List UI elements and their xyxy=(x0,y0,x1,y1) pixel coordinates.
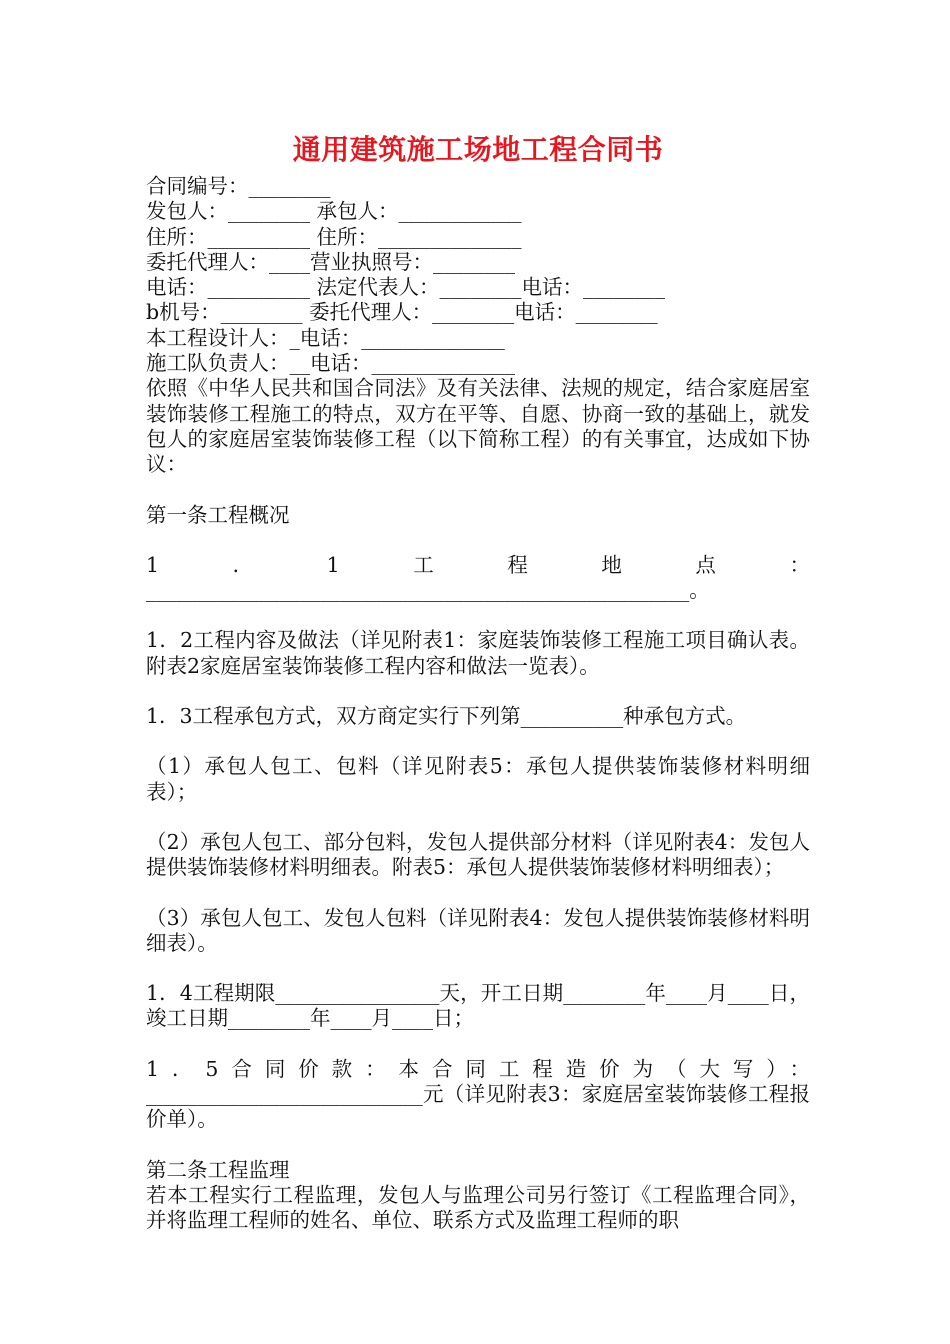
document-title: 通用建筑施工场地工程合同书 xyxy=(292,133,664,166)
header-line-pager-agent: b机号：________ 委托代理人：________电话：________ xyxy=(146,300,658,325)
header-line-designer: 本工程设计人：_电话：______________ xyxy=(146,325,505,350)
intro-paragraph: 依照《中华人民共和国合同法》及有关法律、法规的规定，结合家庭居室装饰装修工程施工的特点，双方在平等、自愿、协商一致的基础上，就发包人的家庭居室装饰装修工程（以下简称工程）的有关事宜，达成如下协议： xyxy=(146,376,810,477)
contract-page xyxy=(146,130,810,1234)
article-2-text: 若本工程实行工程监理，发包人与监理公司另行签订《工程监理合同》，并将监理工程师的姓名、单位、联系方式及监理工程师的职 xyxy=(146,1182,810,1233)
item-option-2: （2）承包人包工、部分包料，发包人提供部分材料（详见附表4：发包人提供装饰装修材料明细表。附表5：承包人提供装饰装修材料明细表）； xyxy=(146,829,810,880)
header-line-contract-no: 合同编号：________ xyxy=(146,174,331,198)
item-option-3: （3）承包人包工、发包人包料（详见附表4：发包人提供装饰装修材料明细表）。 xyxy=(146,905,810,955)
item-1-2: 1．2工程内容及做法（详见附表1：家庭装饰装修工程施工项目确认表。附表2家庭居室装饰装修工程内容和做法一览表）。 xyxy=(146,628,810,678)
header-line-phone-rep: 电话：__________ 法定代表人：________电话：________ xyxy=(146,275,666,300)
item-option-1: （1）承包人包工、包料（详见附表5：承包人提供装饰装修材料明细表）； xyxy=(146,754,810,804)
article-2-heading: 第二条工程监理 xyxy=(146,1157,290,1182)
header-line-agent-license: 委托代理人：____营业执照号：________ xyxy=(146,249,515,274)
item-1-4: 1．4工程期限________________天，开工日期________年____月____日， 竣工日期________年____月____日； xyxy=(146,981,810,1031)
header-line-team-leader: 施工队负责人：__电话：______________ xyxy=(146,351,515,376)
header-line-parties: 发包人：________ 承包人：____________ xyxy=(146,199,522,224)
header-line-address: 住所：__________ 住所：______________ xyxy=(146,224,522,249)
item-1-3: 1．3工程承包方式，双方商定实行下列第__________种承包方式。 xyxy=(146,704,747,729)
item-1-5: 1．5合同价款：本合同工程造价为（大写）：___________________________元（详见附表3：家庭居室装饰装修工程报价单）。 xyxy=(146,1056,810,1132)
article-1-heading: 第一条工程概况 xyxy=(146,502,290,527)
item-1-1: 1．1工程地点：_____________________________________________________。 xyxy=(146,552,810,603)
